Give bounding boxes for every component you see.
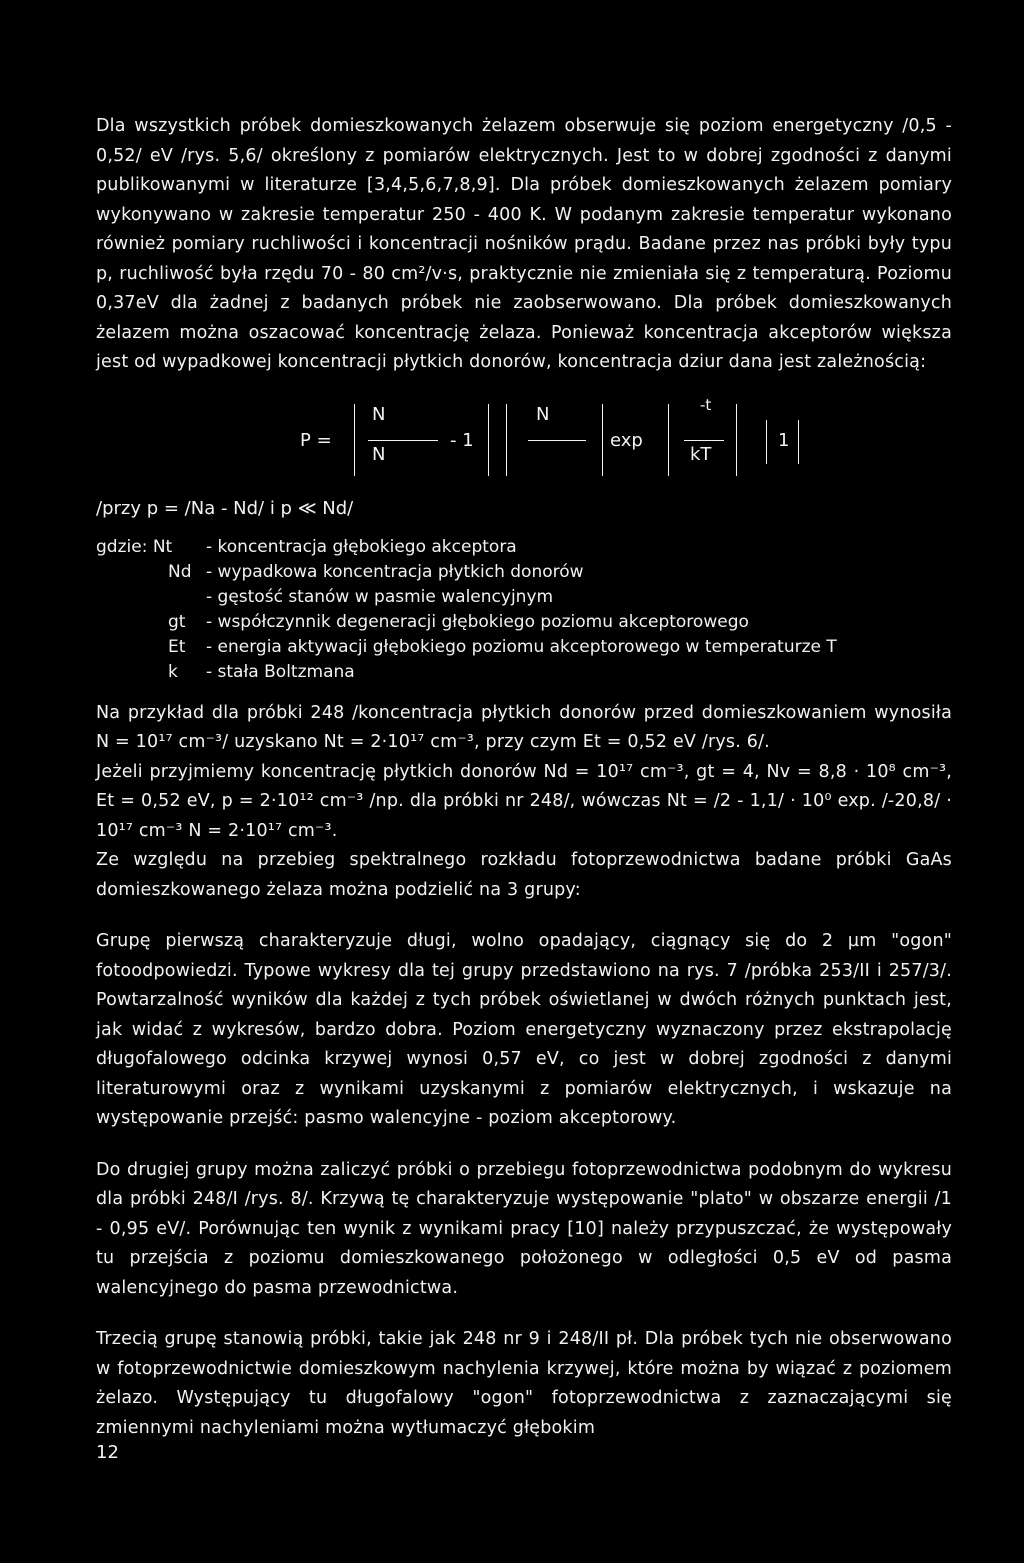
formula-bracket xyxy=(766,420,767,464)
page-number: 12 xyxy=(96,1442,119,1463)
paragraph-example-248: Na przykład dla próbki 248 /koncentracja płytkich donorów przed domieszkowaniem wynosiła N = 10¹⁷ cm⁻³/ uzyskano Nt = 2·10¹⁷ cm⁻³, przy czym Et = 0,52 eV /rys. 6/. xyxy=(96,702,952,752)
formula-fraction-line xyxy=(684,440,724,441)
formula-n2-numerator: N xyxy=(536,403,550,425)
symbol-definitions xyxy=(96,535,952,685)
hole-concentration-formula xyxy=(96,395,952,484)
definition-row xyxy=(96,635,952,660)
formula-n1-numerator: N xyxy=(372,403,386,425)
formula-bracket xyxy=(602,404,603,476)
formula-fraction-line xyxy=(368,440,438,441)
definition-symbol: gdzie: Nt xyxy=(96,536,173,557)
definition-symbol: gt xyxy=(168,611,186,632)
definition-row xyxy=(96,610,952,635)
definition-row xyxy=(96,535,952,560)
paragraph-group-three: Trzecią grupę stanowią próbki, takie jak 248 nr 9 i 248/II pł. Dla próbek tych nie obserwowano w fotoprzewodnictwie domieszkowym nachylenia krzywej, które można by wiązać z poziomem żelazo. Występujący tu długofalowy "ogon" fotoprzewodnictwa z zaznaczającymi się zmiennymi nachyleniami można wytłumaczyć głębokim xyxy=(96,1329,952,1438)
formula-bracket xyxy=(354,404,355,476)
formula-bracket xyxy=(506,404,507,476)
formula-bracket xyxy=(488,404,489,476)
formula-exp: exp xyxy=(610,429,643,451)
formula-n1-denominator: N xyxy=(372,443,386,465)
paragraph-donor-assumption: Jeżeli przyjmiemy koncentrację płytkich donorów Nd = 10¹⁷ cm⁻³, gt = 4, Nv = 8,8 · 10⁸ cm⁻³, Et = 0,52 eV, p = 2·10¹² cm⁻³ /np. dla próbki nr 248/, wówczas Nt = /2 - 1,1/ · 10⁰ exp. /-20,8/ · 10¹⁷ cm⁻³ N = 2·10¹⁷ cm⁻³. xyxy=(96,761,952,841)
document-page xyxy=(96,112,952,1465)
formula-bracket xyxy=(736,404,737,476)
definition-symbol xyxy=(96,585,206,610)
definition-text: - koncentracja głębokiego akceptora xyxy=(206,536,517,557)
paragraph-groups-intro: Ze względu na przebieg spektralnego rozkładu fotoprzewodnictwa badane próbki GaAs domieszkowanego żelaza można podzielić na 3 grupy: xyxy=(96,850,952,900)
paragraph-iron-level: Dla wszystkich próbek domieszkowanych żelazem obserwuje się poziom energetyczny /0,5 - 0,52/ eV /rys. 5,6/ określony z pomiarów elektrycznych. Jest to w dobrej zgodności z danymi publikowanymi w literaturze [3,4,5,6,7,8,9]. Dla próbek domieszkowanych żelazem pomiary wykonywano w zakresie temperatur 250 - 400 K. W podanym zakresie temperatur wykonano również pomiary ruchliwości i koncentracji nośników prądu. Badane przez nas próbki były typu p, ruchliwość była rzędu 70 - 80 cm²/v·s, praktycznie nie zmieniała się z temperaturą. Poziomu 0,37eV dla żadnej z badanych próbek nie zaobserwowano. Dla próbek domieszkowanych żelazem można oszacować koncentrację żelaza. Ponieważ koncentracja akceptorów większa jest od wypadkowej koncentracji płytkich donorów, koncentracja dziur dana jest zależnością: xyxy=(96,116,952,372)
definition-text: - wypadkowa koncentracja płytkich donorów xyxy=(206,561,584,582)
equation-number: 1 xyxy=(778,429,790,451)
formula-fraction-line xyxy=(528,440,586,441)
definition-text: - gęstość stanów w pasmie walencyjnym xyxy=(206,586,554,607)
formula-minus-one: - 1 xyxy=(450,429,474,451)
definition-symbol: Nd xyxy=(168,561,192,582)
definition-row xyxy=(96,660,952,685)
definition-row xyxy=(96,560,952,585)
formula-exponent-numerator: -t xyxy=(700,395,712,414)
definition-symbol: Et xyxy=(168,636,186,657)
formula-bracket xyxy=(798,420,799,464)
definition-row xyxy=(96,585,952,610)
definition-text: - współczynnik degeneracji głębokiego poziomu akceptorowego xyxy=(206,611,749,632)
formula-lhs: P = xyxy=(300,429,332,451)
definition-text: - energia aktywacji głębokiego poziomu akceptorowego w temperaturze T xyxy=(206,636,837,657)
paragraph-group-one: Grupę pierwszą charakteryzuje długi, wolno opadający, ciągnący się do 2 µm "ogon" fotoodpowiedzi. Typowe wykresy dla tej grupy przedstawiono na rys. 7 /próbka 253/II i 257/3/. Powtarzalność wyników dla każdej z tych próbek oświetlanej w dwóch różnych punktach jest, jak widać z wykresów, bardzo dobra. Poziom energetyczny wyznaczony przez ekstrapolację długofalowego odcinka krzywej wynosi 0,57 eV, co jest w dobrej zgodności z danymi literaturowymi oraz z wynikami uzyskanymi z pomiarów elektrycznych, i wskazuje na występowanie przejść: pasmo walencyjne - poziom akceptorowy. xyxy=(96,931,952,1128)
formula-bracket xyxy=(668,404,669,476)
formula-condition: /przy p = /Na - Nd/ i p ≪ Nd/ xyxy=(96,497,354,519)
definition-symbol: k xyxy=(168,661,178,682)
formula-exponent-denominator: kT xyxy=(690,443,712,465)
paragraph-group-two: Do drugiej grupy można zaliczyć próbki o przebiegu fotoprzewodnictwa podobnym do wykresu dla próbki 248/I /rys. 8/. Krzywą tę charakteryzuje występowanie "plato" w obszarze energii /1 - 0,95 eV/. Porównując ten wynik z wynikami pracy [10] należy przypuszczać, że występowały tu przejścia z poziomu domieszkowanego położonego w odległości 0,5 eV od pasma walencyjnego do pasma przewodnictwa. xyxy=(96,1159,952,1298)
definition-text: - stała Boltzmana xyxy=(206,661,355,682)
